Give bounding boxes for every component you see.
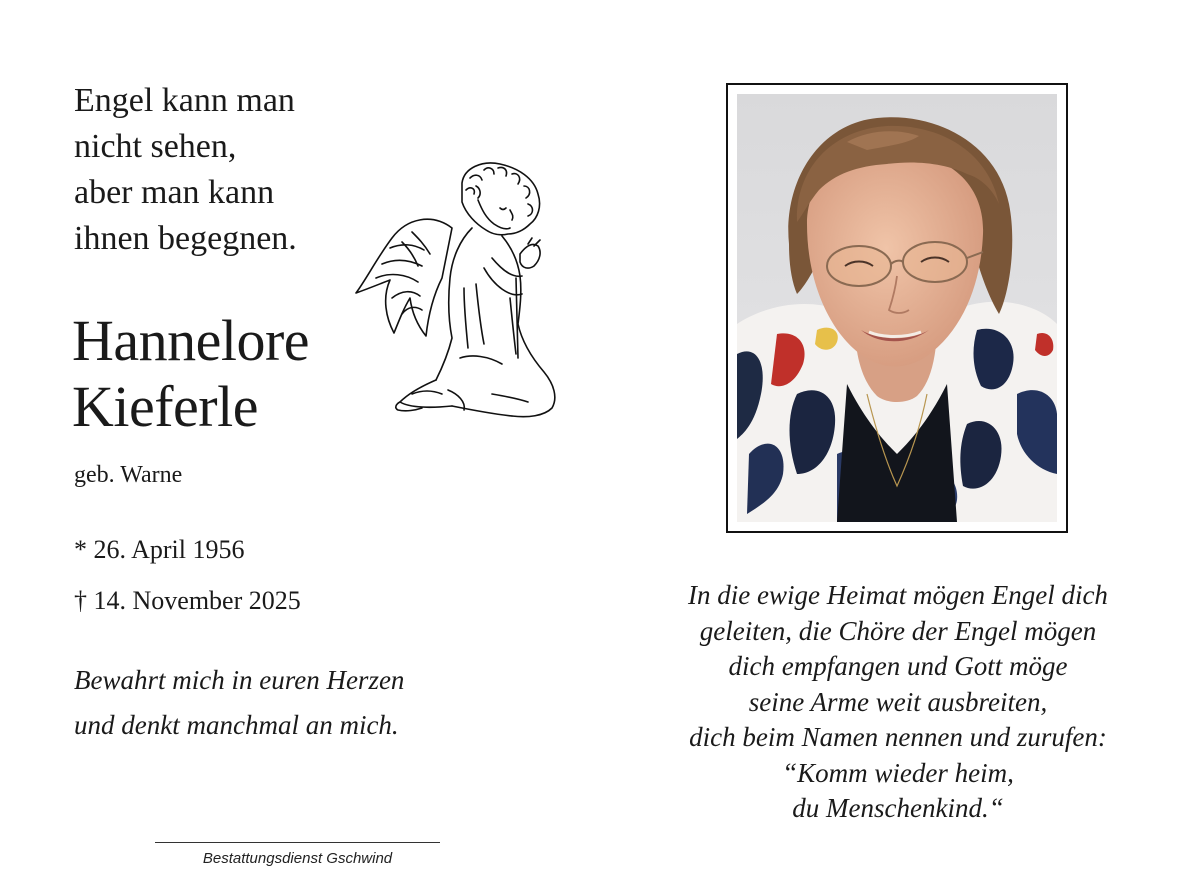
- closing-motto: [74, 658, 404, 748]
- blessing-line: dich empfangen und Gott möge: [728, 651, 1068, 681]
- motto-line: Bewahrt mich in euren Herzen: [74, 665, 405, 695]
- first-name: Hannelore: [72, 308, 310, 373]
- last-name: Kieferle: [72, 374, 258, 439]
- blessing-line: geleiten, die Chöre der Engel mögen: [699, 615, 1097, 646]
- quote-line: aber man kann: [74, 174, 275, 211]
- blessing-line: seine Arme weit ausbreiten,: [748, 686, 1048, 717]
- blessing-line: dich beim Namen nennen und zurufen:: [689, 722, 1107, 752]
- praying-angel-image: [352, 158, 564, 424]
- quote-line: ihnen begegnen.: [74, 220, 297, 257]
- blessing-line: In die ewige Heimat mögen Engel dich: [688, 580, 1108, 610]
- portrait-frame: [726, 83, 1068, 533]
- opening-quote: [74, 78, 297, 262]
- deceased-name: [72, 308, 309, 440]
- footer-divider: [155, 842, 440, 843]
- portrait-photo: [737, 94, 1057, 522]
- motto-line: und denkt manchmal an mich.: [74, 710, 399, 740]
- blessing-line: du Menschenkind.“: [792, 793, 1004, 823]
- maiden-name: geb. Warne: [74, 462, 183, 488]
- blessing-text: [640, 578, 1156, 827]
- quote-line: nicht sehen,: [74, 128, 237, 165]
- quote-line: Engel kann man: [74, 82, 295, 119]
- birth-date: * 26. April 1956: [74, 535, 245, 564]
- death-date: † 14. November 2025: [74, 586, 301, 615]
- undertaker-name: Bestattungsdienst Gschwind: [202, 850, 393, 867]
- blessing-line: “Komm wieder heim,: [782, 757, 1014, 788]
